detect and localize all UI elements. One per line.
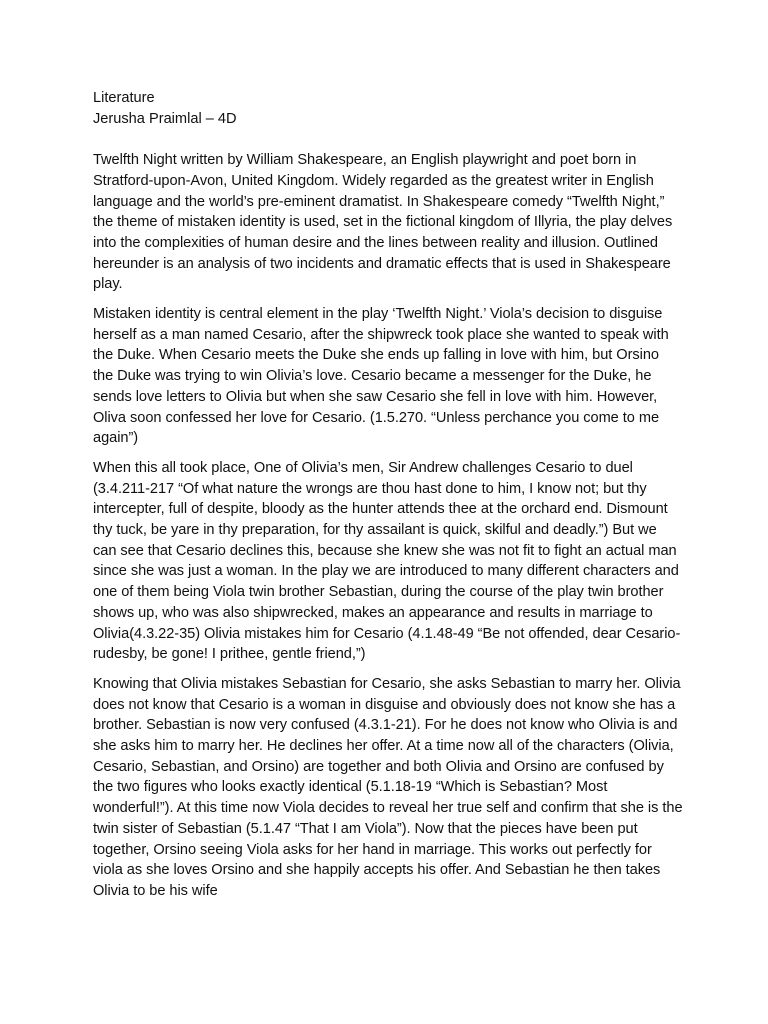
- paragraph-introduction: Twelfth Night written by William Shakespeare, an English playwright and poet born in Stratford-upon-Avon, United Kingdom. Widely regarded as the greatest writer in English language and the world’s pre-eminent dramatist. In Shakespeare comedy “Twelfth Night,” the theme of mistaken identity is used, set in the fictional kingdom of Illyria, the play delves into the complexities of human desire and the lines between reality and illusion. Outlined hereunder is an analysis of two incidents and dramatic effects that is used in Shakespeare play.: [93, 152, 673, 293]
- document-page: [93, 88, 683, 902]
- paragraph-resolution: Knowing that Olivia mistakes Sebastian for Cesario, she asks Sebastian to marry her. Olivia does not know that Cesario is a woman in disguise and obviously does not know she has a brother. Sebastian is now very confused (4.3.1-21). For he does not know who Olivia is and she asks him to marry her. He declines her offer. At a time now all of the characters (Olivia, Cesario, Sebastian, and Orsino) are together and both Olivia and Orsino are confused by the two figures who looks exactly identical (5.1.18-19 “Which is Sebastian? Most wonderful!”). At this time now Viola decides to reveal her true self and confirm that she is the twin sister of Sebastian (5.1.47 “That I am Viola”). Now that the pieces have been put together, Orsino seeing Viola asks for her hand in marriage. This works out perfectly for viola as she loves Orsino and she happily accepts his offer. And Sebastian he then takes Olivia to be his wife: [93, 675, 683, 899]
- header-spacer: [93, 129, 683, 150]
- document-subject: Literature: [93, 90, 155, 106]
- paragraph-mistaken-identity: Mistaken identity is central element in the play ‘Twelfth Night.’ Viola’s decision to disguise herself as a man named Cesario, after the shipwreck took place she wanted to speak with the Duke. When Cesario meets the Duke she ends up falling in love with him, but Orsino the Duke was trying to win Olivia’s love. Cesario became a messenger for the Duke, he sends love letters to Olivia but when she saw Cesario she fell in love with him. However, Oliva soon confessed her love for Cesario. (1.5.270. “Unless perchance you come to me again”): [93, 306, 669, 447]
- document-author-line: Jerusha Praimlal – 4D: [93, 110, 237, 127]
- paragraph-duel-and-sebastian: When this all took place, One of Olivia’s men, Sir Andrew challenges Cesario to duel (3.4.211-217 “Of what nature the wrongs are thou hast done to him, I know not; but thy intercepter, full of despite, bloody as the hunter attends thee at the orchard end. Dismount thy tuck, be yare in thy preparation, for thy assailant is quick, skilful and deadly.”) But we can see that Cesario declines this, because she knew she was not fit to fight an actual man since she was just a woman. In the play we are introduced to many different characters and one of them being Viola twin brother Sebastian, during the course of the play twin brother shows up, who was also shipwrecked, makes an appearance and results in marriage to Olivia(4.3.22-35) Olivia mistakes him for Cesario (4.1.48-49 “Be not offended, dear Cesario- rudesby, be gone! I prithee, gentle friend,”): [93, 459, 681, 663]
